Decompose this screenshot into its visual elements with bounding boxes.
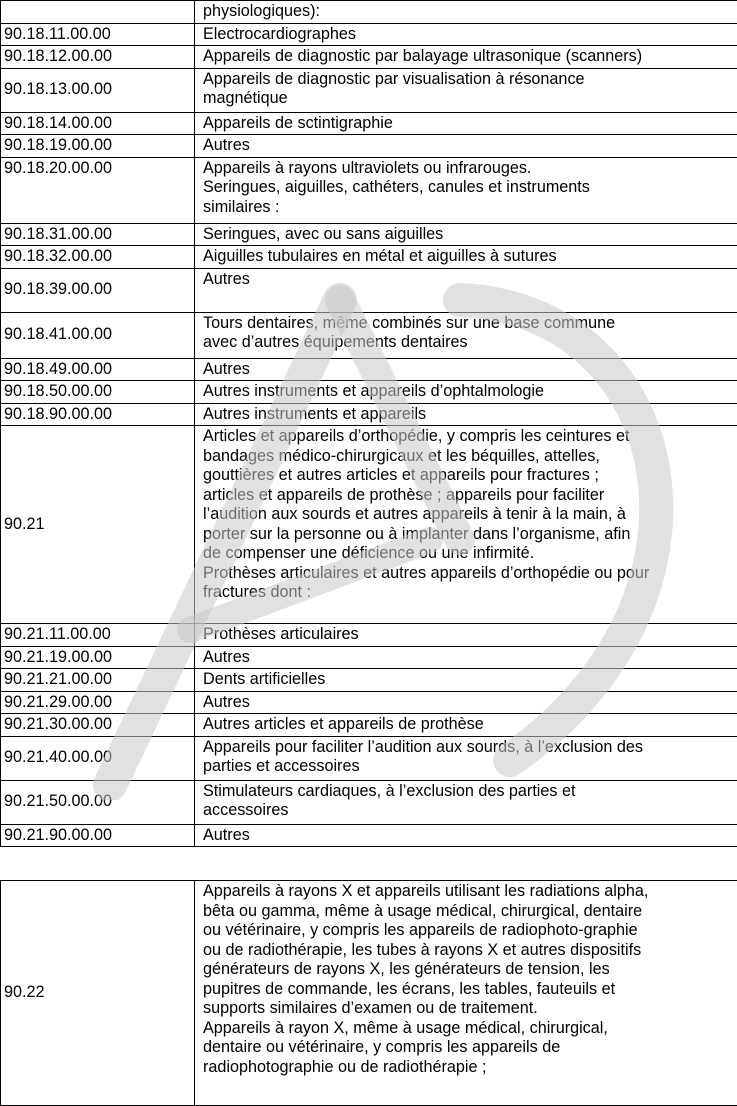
table-row bbox=[1, 157, 737, 223]
table-row bbox=[1, 780, 737, 824]
table-row bbox=[1, 268, 737, 312]
tariff-code-cell: 90.18.20.00.00 bbox=[1, 157, 195, 223]
tariff-code-cell: 90.18.13.00.00 bbox=[1, 68, 195, 112]
table-row bbox=[1, 381, 737, 404]
tariff-code-cell: 90.21.90.00.00 bbox=[1, 824, 195, 847]
tariff-description-cell: Stimulateurs cardiaques, à l’exclusion des parties et accessoires bbox=[195, 780, 737, 824]
tariff-description-cell: Autres bbox=[195, 824, 737, 847]
tariff-code-cell: 90.18.12.00.00 bbox=[1, 46, 195, 69]
tariff-description-cell: Autres bbox=[195, 135, 737, 158]
tariff-code-cell: 90.22 bbox=[1, 881, 195, 1106]
table-row bbox=[1, 824, 737, 847]
tariff-description-cell: Appareils de diagnostic par visualisation à résonance magnétique bbox=[195, 68, 737, 112]
table-row bbox=[1, 426, 737, 624]
table-row bbox=[1, 691, 737, 714]
table-row bbox=[1, 23, 737, 46]
tariff-code-cell: 90.21.50.00.00 bbox=[1, 780, 195, 824]
tariff-code-cell: 90.21.29.00.00 bbox=[1, 691, 195, 714]
tariff-code-cell: 90.18.50.00.00 bbox=[1, 381, 195, 404]
tariff-description-cell: physiologiques): bbox=[195, 1, 737, 24]
tariff-code-cell: 90.21.30.00.00 bbox=[1, 714, 195, 737]
tariff-description-cell: Aiguilles tubulaires en métal et aiguilles à sutures bbox=[195, 246, 737, 269]
tariff-code-cell: 90.21.40.00.00 bbox=[1, 736, 195, 780]
tariff-code-cell: 90.21.11.00.00 bbox=[1, 624, 195, 647]
tariff-description-cell: Autres bbox=[195, 268, 737, 312]
tariff-code-cell: 90.18.90.00.00 bbox=[1, 403, 195, 426]
tariff-code-cell: 90.21.21.00.00 bbox=[1, 669, 195, 692]
table-row bbox=[1, 68, 737, 112]
tariff-description-cell: Autres bbox=[195, 358, 737, 381]
tariff-code-cell: 90.18.14.00.00 bbox=[1, 112, 195, 135]
tariff-description-cell: Electrocardiographes bbox=[195, 23, 737, 46]
table-row bbox=[1, 312, 737, 358]
tariff-description-cell: Autres instruments et appareils bbox=[195, 403, 737, 426]
table-row bbox=[1, 358, 737, 381]
tariff-code-cell bbox=[1, 1, 195, 24]
tariff-description-cell: Appareils de sctintigraphie bbox=[195, 112, 737, 135]
tariff-table-continued-body bbox=[1, 881, 737, 1106]
tariff-table-main-body bbox=[1, 1, 737, 847]
tariff-description-cell: Seringues, avec ou sans aiguilles bbox=[195, 223, 737, 246]
tariff-description-cell: Autres bbox=[195, 691, 737, 714]
tariff-description-cell: Appareils à rayons X et appareils utilisant les radiations alpha, bêta ou gamma, même à usage médical, chirurgical, dentaire ou vétérinaire, y compris les appareils de radiophoto-graphie ou de radiothérapie, les tubes à rayons X et autres dispositifs générateurs de rayons X, les générateurs de tension, les pupitres de commande, les écrans, les tables, fauteuils et supports similaires d’examen ou de traitement. Appareils à rayon X, même à usage médical, chirurgical, dentaire ou vétérinaire, y compris les appareils de radiophotographie ou de radiothérapie ; bbox=[195, 881, 737, 1106]
table-row bbox=[1, 246, 737, 269]
table-row bbox=[1, 46, 737, 69]
table-row bbox=[1, 624, 737, 647]
table-row bbox=[1, 736, 737, 780]
tariff-code-cell: 90.18.41.00.00 bbox=[1, 312, 195, 358]
tariff-description-cell: Autres articles et appareils de prothèse bbox=[195, 714, 737, 737]
table-row bbox=[1, 646, 737, 669]
table-row bbox=[1, 714, 737, 737]
tariff-description-cell: Autres bbox=[195, 646, 737, 669]
tariff-description-cell: Dents artificielles bbox=[195, 669, 737, 692]
tariff-code-cell: 90.18.19.00.00 bbox=[1, 135, 195, 158]
table-row bbox=[1, 881, 737, 1106]
tariff-description-cell: Articles et appareils d’orthopédie, y compris les ceintures et bandages médico-chirurgicaux et les béquilles, attelles, gouttières et autres articles et appareils pour fractures ; articles et appareils de prothèse ; appareils pour faciliter l’audition aux sourds et autres appareils à tenir à la main, à porter sur la personne ou à implanter dans l’organisme, afin de compenser une déficience ou une infirmité. Prothèses articulaires et autres appareils d’orthopédie ou pour fractures dont : bbox=[195, 426, 737, 624]
tariff-code-cell: 90.18.11.00.00 bbox=[1, 23, 195, 46]
tariff-code-cell: 90.18.32.00.00 bbox=[1, 246, 195, 269]
table-row bbox=[1, 403, 737, 426]
table-row bbox=[1, 135, 737, 158]
tariff-code-cell: 90.18.39.00.00 bbox=[1, 268, 195, 312]
tariff-code-cell: 90.18.49.00.00 bbox=[1, 358, 195, 381]
tariff-table-continued bbox=[0, 880, 737, 1106]
table-row bbox=[1, 112, 737, 135]
tariff-description-cell: Tours dentaires, même combinés sur une base commune avec d’autres équipements dentaires bbox=[195, 312, 737, 358]
table-row bbox=[1, 669, 737, 692]
tariff-description-cell: Autres instruments et appareils d’ophtalmologie bbox=[195, 381, 737, 404]
tariff-code-cell: 90.21.19.00.00 bbox=[1, 646, 195, 669]
tariff-description-cell: Appareils à rayons ultraviolets ou infrarouges. Seringues, aiguilles, cathéters, canules et instruments similaires : bbox=[195, 157, 737, 223]
tariff-code-cell: 90.21 bbox=[1, 426, 195, 624]
table-row bbox=[1, 1, 737, 24]
tariff-description-cell: Appareils pour faciliter l’audition aux sourds, à l’exclusion des parties et accessoires bbox=[195, 736, 737, 780]
tariff-code-cell: 90.18.31.00.00 bbox=[1, 223, 195, 246]
tariff-description-cell: Prothèses articulaires bbox=[195, 624, 737, 647]
tariff-description-cell: Appareils de diagnostic par balayage ultrasonique (scanners) bbox=[195, 46, 737, 69]
table-row bbox=[1, 223, 737, 246]
